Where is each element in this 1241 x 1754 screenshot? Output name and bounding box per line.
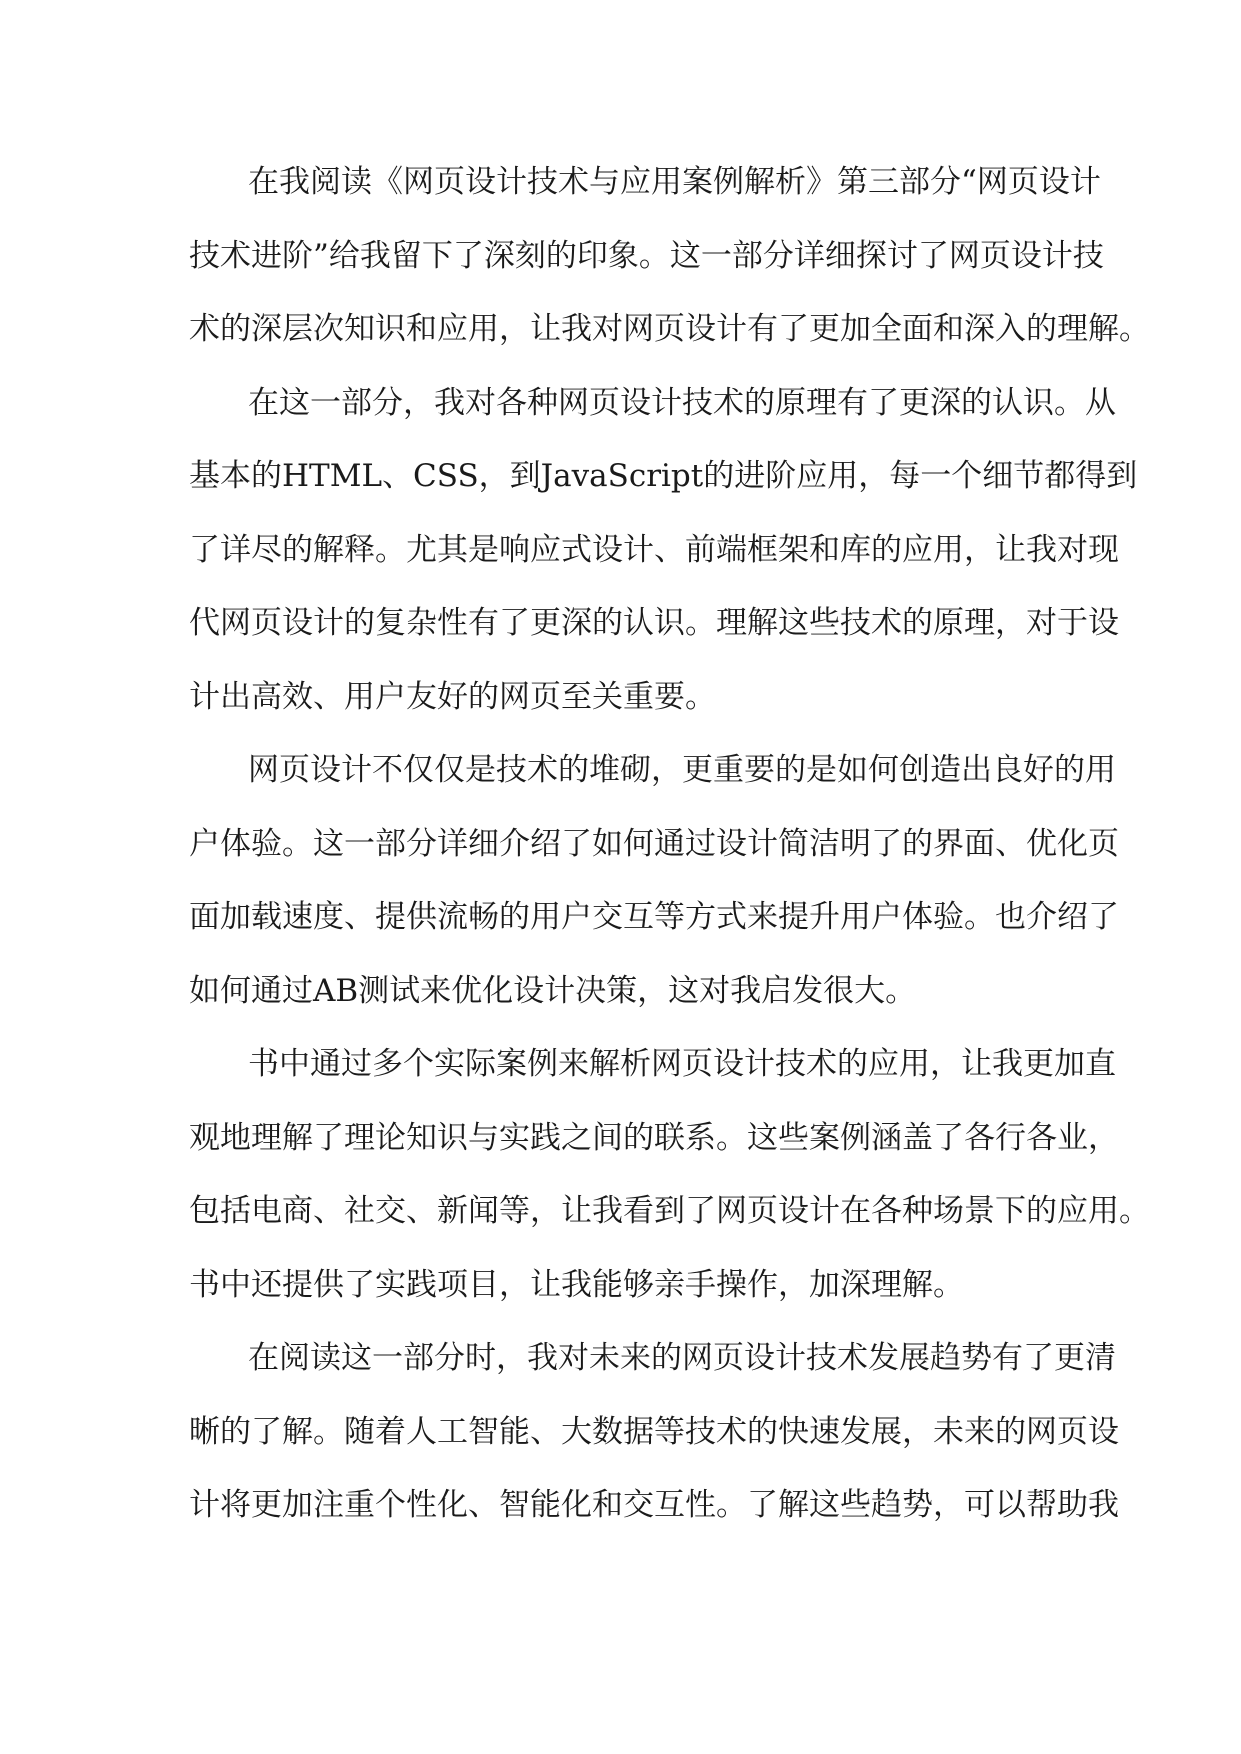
paragraph-3 [189,734,1119,1028]
paragraph-line: 技术进阶”给我留下了深刻的印象。这一部分详细探讨了网页设计技 [189,237,1104,274]
paragraph-4 [189,1028,1150,1322]
paragraph-line: 了详尽的解释。尤其是响应式设计、前端框架和库的应用，让我对现 [189,531,1119,568]
paragraph-line: 在阅读这一部分时，我对未来的网页设计技术发展趋势有了更清 [248,1340,1116,1376]
paragraph-line: 面加载速度、提供流畅的用户交互等方式来提升用户体验。也介绍了 [189,899,1119,935]
paragraph-line: 代网页设计的复杂性有了更深的认识。理解这些技术的原理，对于设 [189,605,1119,641]
paragraph-line: 晰的了解。随着人工智能、大数据等技术的快速发展，未来的网页设 [189,1413,1119,1450]
document-body [189,146,1150,1543]
paragraph-line: 计出高效、用户友好的网页至关重要。 [189,678,716,715]
paragraph-line: 基本的HTML、CSS，到JavaScript的进阶应用，每一个细节都得到 [189,458,1138,494]
paragraph-line: 网页设计不仅仅是技术的堆砌，更重要的是如何创造出良好的用 [248,752,1116,788]
paragraph-line: 观地理解了理论知识与实践之间的联系。这些案例涵盖了各行各业， [189,1119,1119,1156]
paragraph-5 [189,1322,1119,1543]
paragraph-line: 在这一部分，我对各种网页设计技术的原理有了更深的认识。从 [248,384,1116,421]
paragraph-2 [189,367,1138,735]
paragraph-line: 包括电商、社交、新闻等，让我看到了网页设计在各种场景下的应用。 [189,1193,1150,1229]
paragraph-line: 书中通过多个实际案例来解析网页设计技术的应用，让我更加直 [248,1046,1116,1082]
paragraph-1 [189,146,1150,367]
paragraph-line: 户体验。这一部分详细介绍了如何通过设计简洁明了的界面、优化页 [189,825,1119,862]
paragraph-line: 如何通过AB测试来优化设计决策，这对我启发很大。 [189,972,917,1009]
paragraph-line: 术的深层次知识和应用，让我对网页设计有了更加全面和深入的理解。 [189,311,1150,347]
paragraph-line: 在我阅读《网页设计技术与应用案例解析》第三部分“网页设计 [248,164,1101,200]
paragraph-line: 书中还提供了实践项目，让我能够亲手操作，加深理解。 [189,1266,964,1303]
paragraph-line: 计将更加注重个性化、智能化和交互性。了解这些趋势，可以帮助我 [189,1487,1119,1523]
